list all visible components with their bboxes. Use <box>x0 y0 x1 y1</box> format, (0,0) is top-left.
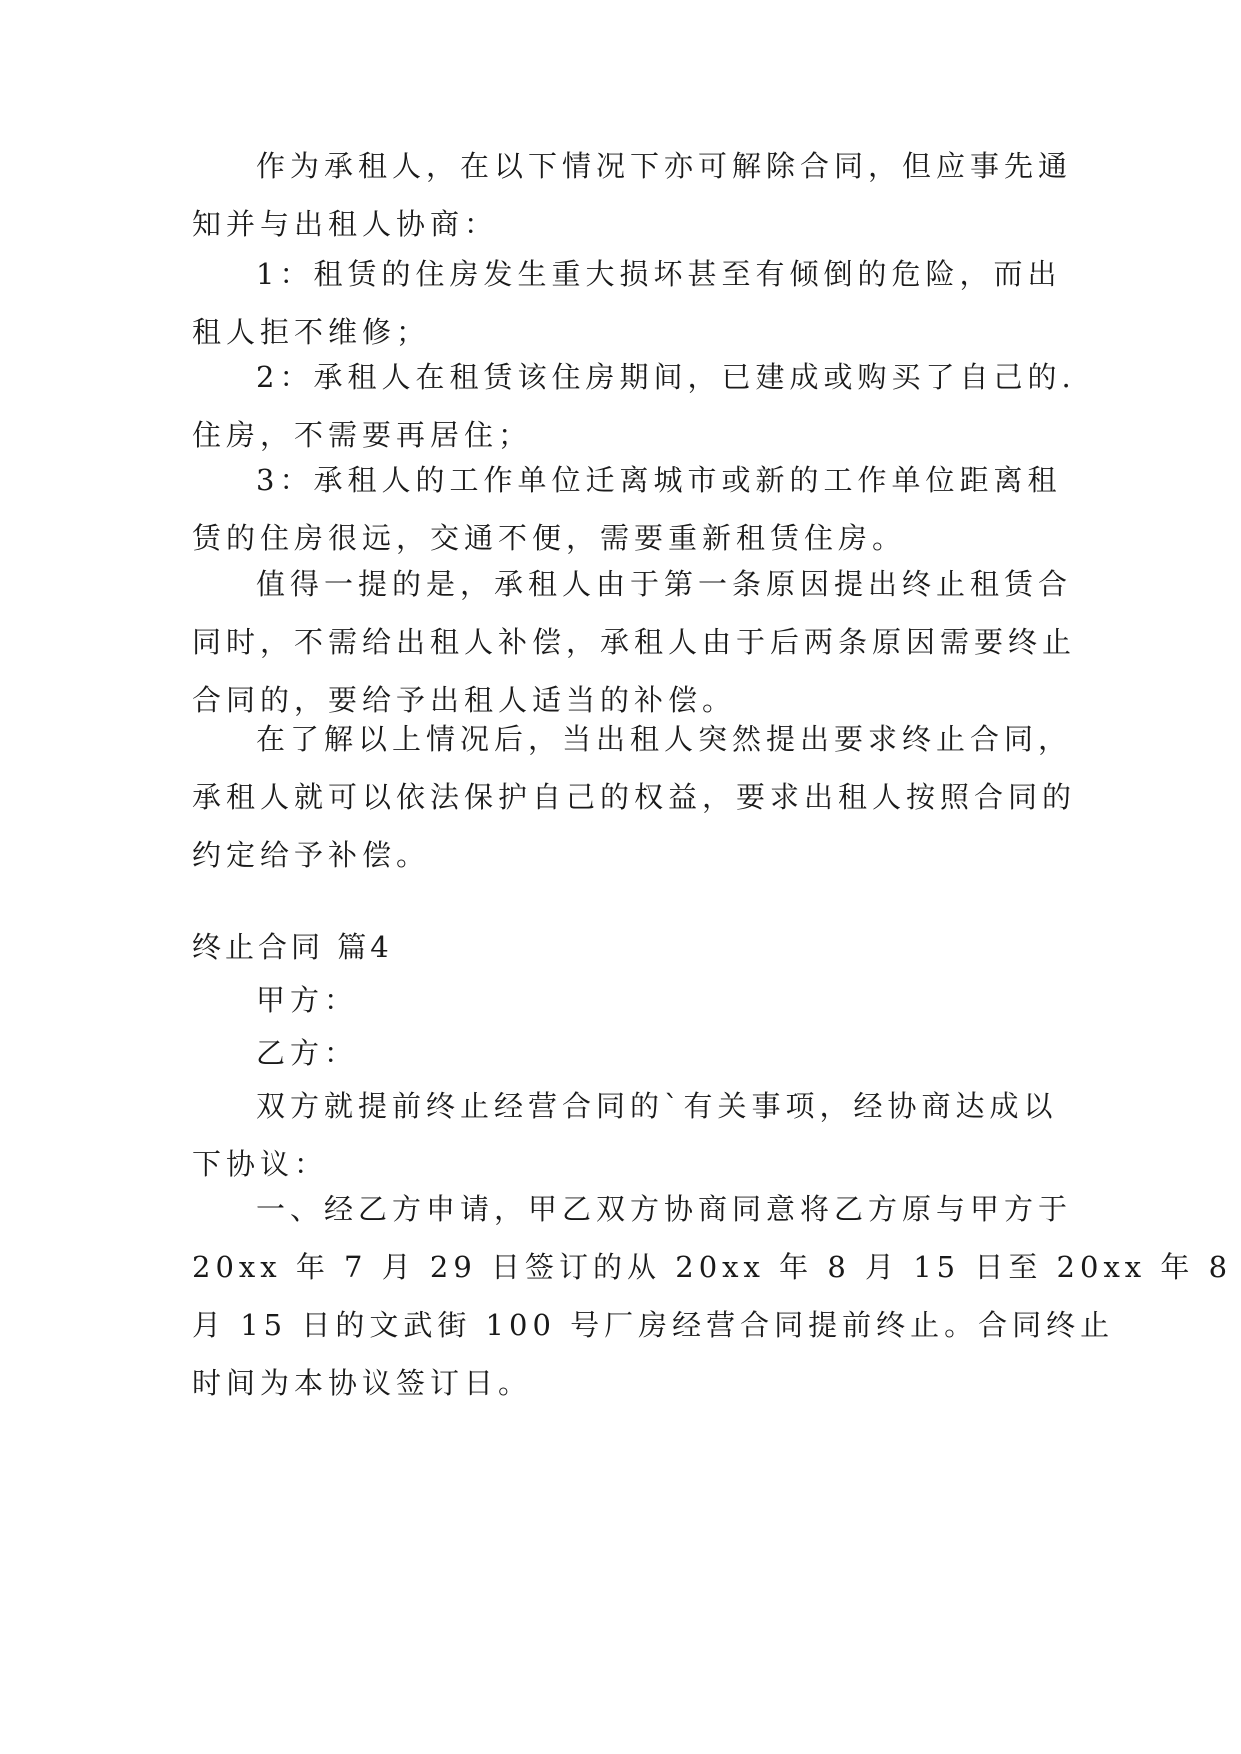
section-heading: 终止合同 篇4 <box>192 930 393 964</box>
text-line: 值得一提的是，承租人由于第一条原因提出终止租赁合 <box>256 567 1073 601</box>
text-line: 在了解以上情况后，当出租人突然提出要求终止合同， <box>256 722 1073 756</box>
text-line: 下协议： <box>192 1147 329 1181</box>
text-line: 住房，不需要再居住； <box>192 418 533 452</box>
paragraph-condition-3 <box>192 451 1062 567</box>
text-line: 乙方： <box>256 1036 359 1070</box>
text-line: 20xx 年 7 月 29 日签订的从 20xx 年 8 月 15 日至 20xx 年 8 <box>192 1250 1233 1284</box>
text-line: 同时，不需给出租人补偿，承租人由于后两条原因需要终止 <box>192 625 1077 659</box>
party-a-line <box>192 971 1054 1029</box>
text-line: 3：承租人的工作单位迁离城市或新的工作单位距离租 <box>256 463 1062 497</box>
text-line: 双方就提前终止经营合同的`有关事项，经协商达成以 <box>256 1089 1058 1123</box>
text-line: 知并与出租人协商： <box>192 207 499 241</box>
text-line: 时间为本协议签订日。 <box>192 1366 533 1400</box>
text-line: 赁的住房很远，交通不便，需要重新租赁住房。 <box>192 521 907 555</box>
text-line: 一、经乙方申请，甲乙双方协商同意将乙方原与甲方于 <box>256 1192 1073 1226</box>
text-line: 1：租赁的住房发生重大损坏甚至有倾倒的危险，而出 <box>256 257 1062 291</box>
paragraph-agreement-intro <box>192 1077 1058 1193</box>
paragraph-condition-2 <box>192 348 1076 464</box>
paragraph-clause-1 <box>192 1180 1233 1412</box>
paragraph-condition-1 <box>192 245 1062 361</box>
text-line: 月 15 日的文武街 100 号厂房经营合同提前终止。合同终止 <box>192 1308 1115 1342</box>
text-line: 约定给予补偿。 <box>192 838 431 872</box>
text-line: 租人拒不维修； <box>192 315 431 349</box>
paragraph-tenant-termination-intro <box>192 137 1073 253</box>
text-line: 合同的，要给予出租人适当的补偿。 <box>192 683 737 717</box>
text-line: 甲方： <box>256 983 359 1017</box>
text-line: 2：承租人在租赁该住房期间，已建成或购买了自己的. <box>256 360 1076 394</box>
paragraph-compensation-note <box>192 555 1077 729</box>
text-line: 承租人就可以依法保护自己的权益，要求出租人按照合同的 <box>192 780 1077 814</box>
party-b-line <box>192 1024 1054 1082</box>
paragraph-tenant-rights <box>192 710 1077 884</box>
text-line: 作为承租人，在以下情况下亦可解除合同，但应事先通 <box>256 149 1073 183</box>
